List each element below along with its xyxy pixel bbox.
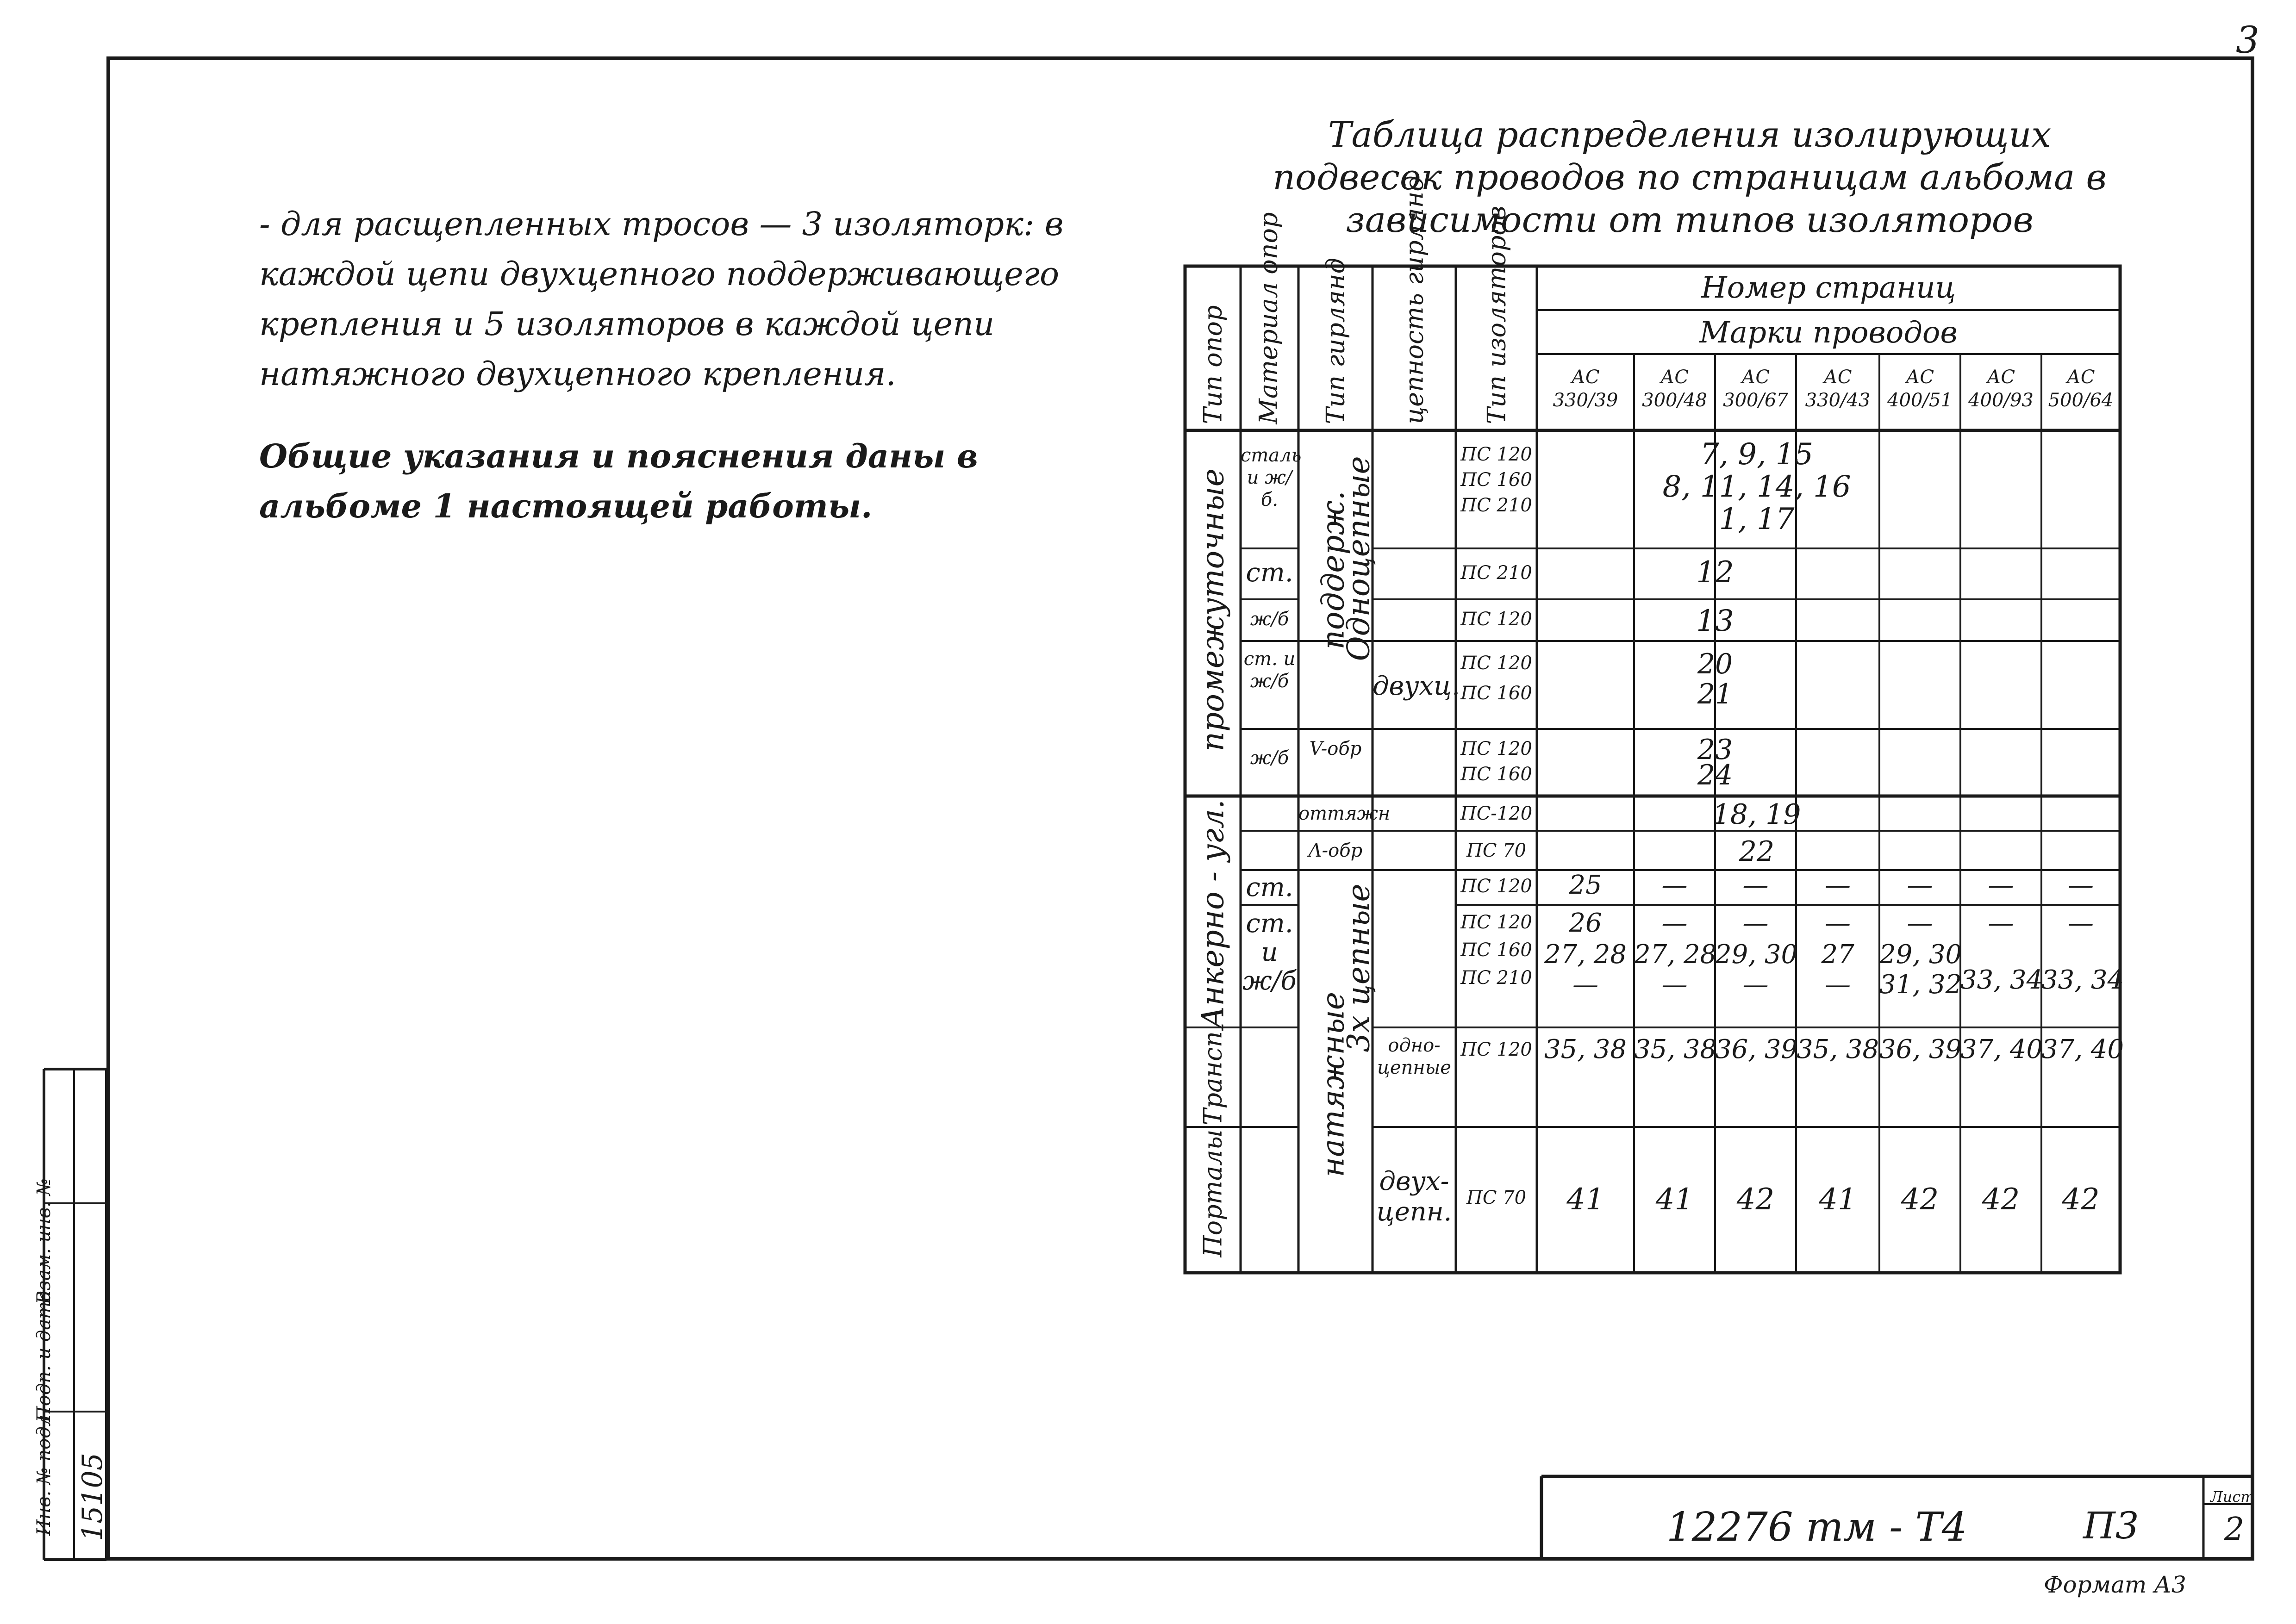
note-paragraph-2: Общие указания и пояснения даны в альбоме 1 настоящей работы. — [259, 437, 978, 525]
note-paragraph-1: - для расщепленных тросов — 3 изоляторк: в каждой цепи двухцепного поддерживающего крепления и 5 изоляторов в каждой цепи натяжного двухцепного крепления. — [259, 205, 1064, 393]
header-wire-7: АС 500/64 — [2048, 367, 2114, 411]
header-tsepnost: цепность гирлянд — [1399, 175, 1429, 424]
r8-insulator: ПС 120 — [1460, 876, 1532, 897]
r5-insulator-2: ПС 160 — [1460, 764, 1532, 785]
r9-l3-v1: — — [1572, 970, 1598, 1000]
r4-pages-1: 20 — [1697, 648, 1733, 680]
r9-l3-v3: — — [1742, 970, 1769, 1000]
r10-v4: 35, 38 — [1796, 1034, 1879, 1064]
stamp-inv-label: Инв. № подл. — [33, 1409, 55, 1536]
r9-l1-v4: — — [1825, 908, 1851, 938]
r4-pages-2: 21 — [1697, 678, 1733, 710]
r3-material: ж/б — [1250, 609, 1289, 630]
r2-material: ст. — [1246, 558, 1293, 588]
group-promezhutochnye: промежуточные — [1195, 468, 1231, 752]
header-wire-6: АС 400/93 — [1968, 367, 2034, 411]
stamp-replace-label: Взам. инв. № — [33, 1178, 55, 1304]
r9-l1-v6: — — [1988, 908, 2014, 938]
r9-l1-v5: — — [1907, 908, 1933, 938]
r5-insulator-1: ПС 120 — [1460, 738, 1532, 759]
stamp-sign-label: Подп. и дата — [33, 1290, 55, 1422]
group-odnotsepnye: Одноцепные — [1341, 456, 1377, 661]
r1-insulator-1: ПС 120 — [1460, 444, 1532, 465]
r11-v4: 41 — [1819, 1182, 1857, 1217]
r4-insulator-2: ПС 160 — [1460, 683, 1532, 704]
group-transp: Трансп — [1198, 1031, 1228, 1126]
header-material: Материал опор — [1254, 212, 1283, 424]
r8-value-7: — — [2068, 870, 2094, 900]
header-wire-3: АС 300/67 — [1723, 367, 1788, 411]
sheet-mark: П3 — [2083, 1504, 2139, 1547]
group-podderzh: поддерж. — [1315, 491, 1351, 650]
r5-material: ж/б — [1250, 747, 1289, 769]
group-portaly: Порталы — [1198, 1129, 1228, 1257]
header-marki-provodov: Марки проводов — [1699, 316, 1958, 350]
r8-material: ст. — [1246, 872, 1293, 902]
r9-l2-v2: 27, 28 — [1634, 940, 1717, 970]
header-tip-opor: Тип опор — [1198, 305, 1228, 424]
r9-insulator-2: ПС 160 — [1460, 940, 1532, 961]
r2-insulator: ПС 210 — [1460, 562, 1532, 584]
r2-pages: 12 — [1696, 555, 1734, 590]
r11-v2: 41 — [1655, 1182, 1694, 1217]
r9-insulator-3: ПС 210 — [1460, 967, 1532, 989]
table-title: Таблица распределения изолирующих подвесок проводов по страницам альбома в зависимости от типов изоляторов — [1273, 114, 2107, 240]
r9-l2-v5: 29, 30 — [1879, 940, 1962, 970]
header-nomer-stranits: Номер страниц — [1701, 271, 1956, 305]
r9-l2-v6: 33, 34 — [1960, 965, 2043, 995]
r9-insulator-1: ПС 120 — [1460, 912, 1532, 933]
r3-insulator: ПС 120 — [1460, 609, 1532, 630]
r8-value-4: — — [1825, 870, 1851, 900]
r9-l2-v4: 27 — [1821, 940, 1854, 970]
r11-v6: 42 — [1982, 1182, 2020, 1217]
r10-v3: 36, 39 — [1715, 1034, 1798, 1064]
group-ankerno-ugl: Анкерно - угл. — [1195, 799, 1231, 1029]
group-natyazhnye: натяжные — [1315, 992, 1351, 1177]
r11-v3: 42 — [1736, 1182, 1775, 1217]
r4-material: ст. и ж/б — [1243, 648, 1296, 692]
r10-tsepnost: одно-цепные — [1377, 1035, 1451, 1078]
header-wire-1: АС 330/39 — [1553, 367, 1618, 411]
r1-insulator-3: ПС 210 — [1460, 495, 1532, 516]
group-3-tsepnye: 3х цепные — [1341, 884, 1377, 1052]
r10-v1: 35, 38 — [1544, 1034, 1627, 1064]
r6-insulator: ПС-120 — [1460, 803, 1533, 824]
corner-sheet-number: 3 — [2236, 19, 2259, 62]
r9-l1-v3: — — [1742, 908, 1769, 938]
r5-pages-2: 24 — [1697, 759, 1733, 791]
r9-l3-v5: 31, 32 — [1879, 970, 1962, 1000]
r9-l2-v3: 29, 30 — [1715, 940, 1798, 970]
r6-pages: 18, 19 — [1712, 798, 1801, 831]
r6-garland: оттяжн — [1298, 803, 1391, 824]
r11-tsepnost: двух-цепн. — [1376, 1166, 1452, 1227]
stamp-inv-value: 15105 — [76, 1453, 109, 1541]
r8-value-1: 25 — [1569, 870, 1602, 900]
r9-l1-v1: 26 — [1569, 908, 1602, 938]
header-wire-5: АС 400/51 — [1887, 367, 1953, 411]
r10-v5: 36, 39 — [1879, 1034, 1962, 1064]
r10-insulator: ПС 120 — [1460, 1039, 1532, 1060]
r11-v5: 42 — [1901, 1182, 1939, 1217]
r1-pages-3: 1, 17 — [1719, 502, 1795, 536]
r8-value-3: — — [1742, 870, 1769, 900]
r7-pages: 22 — [1739, 835, 1775, 868]
r8-value-5: — — [1907, 870, 1933, 900]
r9-l1-v7: — — [2068, 908, 2094, 938]
document-code: 12276 тм - Т4 — [1666, 1504, 1967, 1550]
r9-l3-v4: — — [1825, 970, 1851, 1000]
r9-l3-v2: — — [1661, 970, 1688, 1000]
r9-material: ст. и ж/б — [1242, 908, 1297, 996]
header-tip-izolyatorov: Тип изоляторов — [1482, 205, 1511, 424]
format-label: Формат А3 — [2044, 1571, 2186, 1598]
list-label: Лист — [2210, 1488, 2255, 1506]
r11-insulator: ПС 70 — [1466, 1187, 1527, 1208]
r8-value-2: — — [1661, 870, 1688, 900]
r5-garland: V-обр — [1309, 738, 1362, 759]
r10-v6: 37, 40 — [1960, 1034, 2043, 1064]
header-wire-2: АС 300/48 — [1642, 367, 1707, 411]
r8-value-6: — — [1988, 870, 2014, 900]
r5-pages-1: 23 — [1697, 734, 1733, 766]
r11-v1: 41 — [1566, 1182, 1604, 1217]
r10-v2: 35, 38 — [1634, 1034, 1717, 1064]
r11-v7: 42 — [2062, 1182, 2100, 1217]
list-number: 2 — [2224, 1511, 2245, 1548]
r9-l1-v2: — — [1661, 908, 1688, 938]
r1-insulator-2: ПС 160 — [1460, 469, 1532, 491]
r4-tsepnost: двухц. — [1373, 671, 1460, 701]
r7-insulator: ПС 70 — [1466, 840, 1527, 861]
r3-pages: 13 — [1696, 604, 1734, 638]
r1-material: сталь и ж/б. — [1241, 445, 1302, 510]
r4-insulator-1: ПС 120 — [1460, 653, 1532, 674]
r1-pages-2: 8, 11, 14, 16 — [1662, 470, 1851, 504]
r9-l2-v1: 27, 28 — [1544, 940, 1627, 970]
r10-v7: 37, 40 — [2041, 1034, 2124, 1064]
header-wire-4: АС 330/43 — [1805, 367, 1871, 411]
header-tip-girlyand: Тип гирлянд — [1321, 258, 1350, 424]
r1-pages-1: 7, 9, 15 — [1700, 437, 1814, 472]
r9-l2-v7: 33, 34 — [2041, 965, 2124, 995]
r7-garland: Λ-обр — [1308, 840, 1363, 861]
